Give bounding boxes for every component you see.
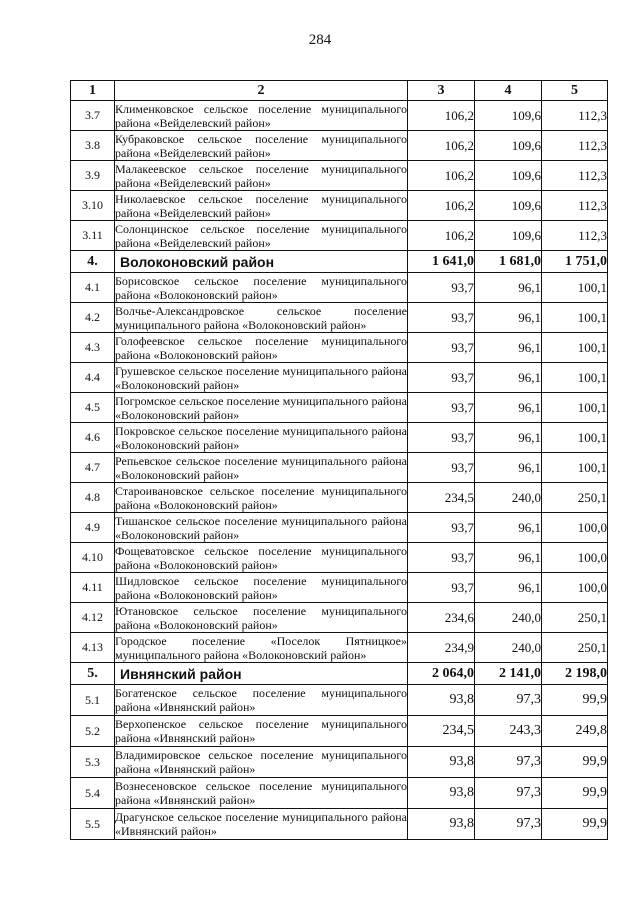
- row-number: 4.8: [71, 483, 115, 513]
- row-number: 4.1: [71, 273, 115, 303]
- value-col-3: 93,8: [408, 685, 475, 716]
- row-number: 5.4: [71, 778, 115, 809]
- value-col-4: 97,3: [475, 778, 542, 809]
- value-col-3: 106,2: [408, 101, 475, 131]
- row-name: Репьевское сельское поселение муниципального района «Волоконовский район»: [115, 453, 407, 482]
- row-name: Голофеевское сельское поселение муниципального района «Волоконовский район»: [115, 333, 407, 362]
- row-number: 4.13: [71, 633, 115, 663]
- value-col-4: 97,3: [475, 685, 542, 716]
- value-col-5: 1 751,0: [542, 251, 608, 273]
- value-col-3: 106,2: [408, 221, 475, 251]
- row-name: Городское поселение «Поселок Пятницкое» муниципального района «Волоконовский район»: [115, 633, 407, 662]
- row-number: 5.: [71, 663, 115, 685]
- row-number: 4.5: [71, 393, 115, 423]
- column-header-3: 3: [408, 81, 475, 101]
- table-row: [71, 423, 608, 453]
- row-name: Солонцинское сельское поселение муниципального района «Вейделевский район»: [115, 221, 407, 250]
- table-row: [71, 131, 608, 161]
- value-col-4: 240,0: [475, 483, 542, 513]
- table-row: [71, 191, 608, 221]
- row-name: Драгунское сельское поселение муниципального района «Ивнянский район»: [115, 810, 407, 838]
- value-col-4: 96,1: [475, 543, 542, 573]
- table-row: [71, 393, 608, 423]
- value-col-5: 100,1: [542, 303, 608, 333]
- value-col-4: 96,1: [475, 273, 542, 303]
- table-row: [71, 633, 608, 663]
- value-col-5: 112,3: [542, 221, 608, 251]
- row-number: 4.11: [71, 573, 115, 603]
- value-col-4: 109,6: [475, 101, 542, 131]
- value-col-3: 93,8: [408, 809, 475, 840]
- value-col-5: 99,9: [542, 747, 608, 778]
- row-number: 4.10: [71, 543, 115, 573]
- value-col-3: 234,5: [408, 716, 475, 747]
- value-col-3: 93,7: [408, 333, 475, 363]
- value-col-5: 112,3: [542, 101, 608, 131]
- value-col-4: 96,1: [475, 303, 542, 333]
- value-col-4: 240,0: [475, 633, 542, 663]
- page-number: 284: [308, 32, 332, 48]
- value-col-5: 249,8: [542, 716, 608, 747]
- table-row: [71, 483, 608, 513]
- value-col-3: 93,7: [408, 423, 475, 453]
- value-col-3: 2 064,0: [408, 663, 475, 685]
- row-number: 4.4: [71, 363, 115, 393]
- row-name: Борисовское сельское поселение муниципального района «Волоконовский район»: [115, 273, 407, 302]
- value-col-3: 93,8: [408, 747, 475, 778]
- table-row: [71, 161, 608, 191]
- table-row: [71, 273, 608, 303]
- section-row: [71, 251, 608, 273]
- value-col-5: 99,9: [542, 685, 608, 716]
- row-name: Клименковское сельское поселение муниципального района «Вейделевский район»: [115, 101, 407, 130]
- value-col-5: 100,1: [542, 393, 608, 423]
- row-number: 4.: [71, 251, 115, 273]
- value-col-4: 109,6: [475, 191, 542, 221]
- value-col-4: 96,1: [475, 333, 542, 363]
- value-col-4: 97,3: [475, 747, 542, 778]
- value-col-4: 109,6: [475, 221, 542, 251]
- row-name: Вознесеновское сельское поселение муниципального района «Ивнянский район»: [115, 779, 407, 807]
- value-col-3: 93,7: [408, 573, 475, 603]
- value-col-4: 96,1: [475, 363, 542, 393]
- value-col-5: 100,0: [542, 543, 608, 573]
- row-number: 4.12: [71, 603, 115, 633]
- value-col-5: 250,1: [542, 633, 608, 663]
- value-col-5: 112,3: [542, 131, 608, 161]
- row-name: Грушевское сельское поселение муниципального района «Волоконовский район»: [115, 363, 407, 392]
- value-col-5: 99,9: [542, 778, 608, 809]
- table-row: [71, 543, 608, 573]
- value-col-5: 100,1: [542, 423, 608, 453]
- row-number: 3.9: [71, 161, 115, 191]
- budget-table: [70, 80, 608, 840]
- table-row: [71, 363, 608, 393]
- value-col-3: 234,9: [408, 633, 475, 663]
- table-row: [71, 809, 608, 840]
- value-col-3: 93,7: [408, 543, 475, 573]
- row-number: 3.8: [71, 131, 115, 161]
- row-name: Ютановское сельское поселение муниципального района «Волоконовский район»: [115, 603, 407, 632]
- value-col-4: 96,1: [475, 393, 542, 423]
- row-number: 4.9: [71, 513, 115, 543]
- table-row: [71, 101, 608, 131]
- row-name: Верхопенское сельское поселение муниципального района «Ивнянский район»: [115, 717, 407, 745]
- value-col-4: 96,1: [475, 453, 542, 483]
- row-name: Волоконовский район: [115, 251, 408, 273]
- value-col-3: 93,7: [408, 393, 475, 423]
- row-name: Погромское сельское поселение муниципального района «Волоконовский район»: [115, 393, 407, 422]
- value-col-4: 96,1: [475, 573, 542, 603]
- column-header-2: 2: [115, 81, 408, 101]
- row-name: Кубраковское сельское поселение муниципального района «Вейделевский район»: [115, 131, 407, 160]
- value-col-4: 2 141,0: [475, 663, 542, 685]
- row-number: 4.7: [71, 453, 115, 483]
- value-col-3: 93,7: [408, 303, 475, 333]
- row-name: Владимировское сельское поселение муниципального района «Ивнянский район»: [115, 748, 407, 776]
- column-header-5: 5: [542, 81, 608, 101]
- table-row: [71, 747, 608, 778]
- row-name: Волчье-Александровское сельское поселение муниципального района «Волоконовский район»: [115, 303, 407, 332]
- row-name: Богатенское сельское поселение муниципального района «Ивнянский район»: [115, 686, 407, 714]
- table-row: [71, 603, 608, 633]
- value-col-3: 106,2: [408, 131, 475, 161]
- value-col-4: 109,6: [475, 131, 542, 161]
- table-row: [71, 513, 608, 543]
- value-col-5: 99,9: [542, 809, 608, 840]
- column-header-4: 4: [475, 81, 542, 101]
- row-name: Шидловское сельское поселение муниципального района «Волоконовский район»: [115, 573, 407, 602]
- value-col-3: 93,7: [408, 453, 475, 483]
- value-col-3: 93,7: [408, 273, 475, 303]
- row-number: 4.2: [71, 303, 115, 333]
- table-body: [71, 101, 608, 840]
- value-col-5: 250,1: [542, 603, 608, 633]
- table-row: [71, 573, 608, 603]
- value-col-5: 100,1: [542, 363, 608, 393]
- row-number: 5.1: [71, 685, 115, 716]
- value-col-5: 100,1: [542, 333, 608, 363]
- row-number: 3.11: [71, 221, 115, 251]
- table-row: [71, 778, 608, 809]
- table-row: [71, 333, 608, 363]
- value-col-3: 93,8: [408, 778, 475, 809]
- value-col-4: 97,3: [475, 809, 542, 840]
- value-col-5: 2 198,0: [542, 663, 608, 685]
- value-col-5: 112,3: [542, 191, 608, 221]
- row-name: Фощеватовское сельское поселение муниципального района «Волоконовский район»: [115, 543, 407, 572]
- row-name: Староивановское сельское поселение муниципального района «Волоконовский район»: [115, 483, 407, 512]
- table-header-row: [71, 81, 608, 101]
- column-header-1: 1: [71, 81, 115, 101]
- value-col-5: 100,0: [542, 513, 608, 543]
- value-col-4: 240,0: [475, 603, 542, 633]
- row-name: Николаевское сельское поселение муниципального района «Вейделевский район»: [115, 191, 407, 220]
- value-col-5: 250,1: [542, 483, 608, 513]
- table-row: [71, 303, 608, 333]
- value-col-3: 234,6: [408, 603, 475, 633]
- section-row: [71, 663, 608, 685]
- value-col-5: 100,0: [542, 573, 608, 603]
- row-number: 4.3: [71, 333, 115, 363]
- table-row: [71, 685, 608, 716]
- value-col-4: 109,6: [475, 161, 542, 191]
- table-row: [71, 453, 608, 483]
- value-col-3: 106,2: [408, 161, 475, 191]
- value-col-4: 96,1: [475, 423, 542, 453]
- value-col-5: 100,1: [542, 453, 608, 483]
- row-name: Тишанское сельское поселение муниципального района «Волоконовский район»: [115, 513, 407, 542]
- table-row: [71, 221, 608, 251]
- value-col-3: 106,2: [408, 191, 475, 221]
- row-number: 5.3: [71, 747, 115, 778]
- row-number: 5.2: [71, 716, 115, 747]
- value-col-4: 243,3: [475, 716, 542, 747]
- table-row: [71, 716, 608, 747]
- row-name: Ивнянский район: [115, 663, 408, 685]
- value-col-4: 96,1: [475, 513, 542, 543]
- value-col-5: 112,3: [542, 161, 608, 191]
- value-col-3: 93,7: [408, 363, 475, 393]
- row-number: 3.7: [71, 101, 115, 131]
- value-col-3: 93,7: [408, 513, 475, 543]
- row-name: Малакеевское сельское поселение муниципального района «Вейделевский район»: [115, 161, 407, 190]
- row-number: 4.6: [71, 423, 115, 453]
- value-col-3: 234,5: [408, 483, 475, 513]
- value-col-5: 100,1: [542, 273, 608, 303]
- value-col-3: 1 641,0: [408, 251, 475, 273]
- row-number: 5.5: [71, 809, 115, 840]
- value-col-4: 1 681,0: [475, 251, 542, 273]
- row-number: 3.10: [71, 191, 115, 221]
- row-name: Покровское сельское поселение муниципального района «Волоконовский район»: [115, 423, 407, 452]
